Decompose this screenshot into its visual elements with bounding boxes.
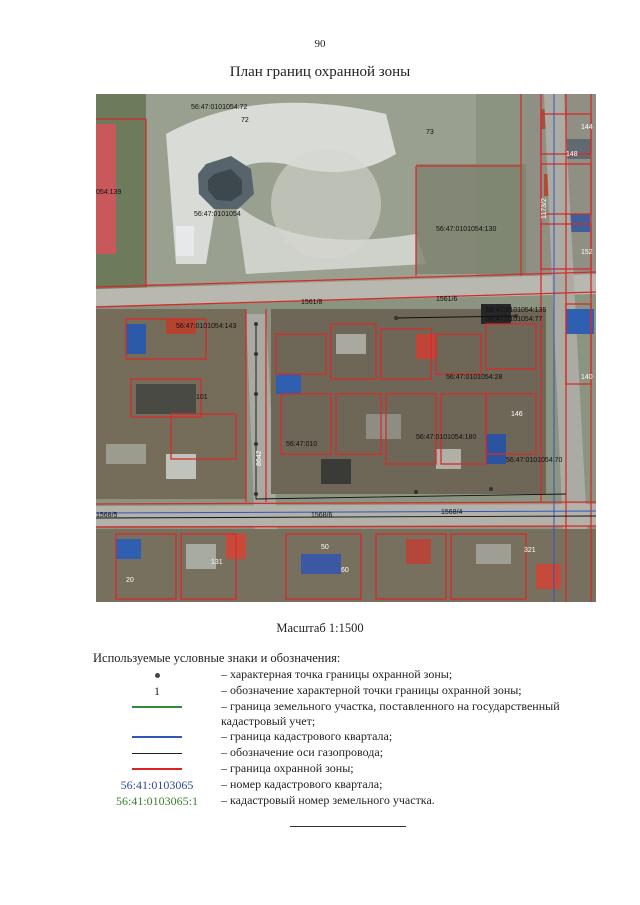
- quarter-number-symbol: 56:41:0103065: [120, 777, 194, 792]
- map-label: 1568/4: [441, 509, 463, 516]
- map-label: 1568/6: [311, 512, 333, 519]
- footer-divider: [290, 826, 406, 827]
- map-label: 56:47:0101054:143: [176, 323, 237, 330]
- legend: [93, 667, 603, 809]
- legend-item: [93, 761, 603, 777]
- boundary-point-dot-icon: [155, 673, 160, 678]
- map-label: 140: [581, 374, 593, 381]
- legend-description: – обозначение оси газопровода;: [221, 745, 384, 759]
- map-label: 054:139: [96, 189, 122, 196]
- map-title: План границ охранной зоны: [229, 64, 411, 80]
- map-label: 144: [581, 124, 593, 131]
- map-label: 56:47:0101054:70: [506, 457, 563, 464]
- green-line-icon: [132, 706, 182, 708]
- legend-description: – обозначение характерной точки границы охранной зоны;: [221, 683, 522, 697]
- map-label: 56:47:0101054: [194, 211, 241, 218]
- map-label: 56:47:0101054:135: [486, 307, 547, 314]
- map-label: 148: [566, 151, 578, 158]
- map-label: 60: [341, 567, 349, 574]
- map-label: 152: [581, 249, 593, 256]
- legend-description: – характерная точка границы охранной зоны;: [221, 667, 453, 681]
- legend-description: – номер кадастрового квартала;: [221, 777, 383, 791]
- map-label: 56:47:0101054:180: [416, 434, 477, 441]
- map-label: 131: [211, 559, 223, 566]
- legend-item: [93, 699, 603, 729]
- map-label: 1173/2: [541, 198, 548, 219]
- legend-item: [93, 729, 603, 745]
- map-label: 101: [196, 394, 208, 401]
- map-scale: Масштаб 1:1500: [276, 621, 364, 635]
- map-label: 56:47:0101054:130: [436, 226, 497, 233]
- legend-description: – граница земельного участка, поставленного на государственный кадастровый учет;: [221, 699, 560, 728]
- red-line-icon: [132, 768, 182, 770]
- map-label: 1561/8: [301, 299, 323, 306]
- map-label: 20: [126, 577, 134, 584]
- map-label: 56:47:0101054:77: [486, 316, 543, 323]
- blue-line-icon: [132, 736, 182, 738]
- parcel-number-symbol: 56:41:0103065:1: [115, 793, 198, 808]
- map-label: 8642: [256, 450, 263, 466]
- legend-item: [93, 793, 603, 809]
- point-number-symbol: 1: [154, 683, 160, 698]
- map-label: 50: [321, 544, 329, 551]
- legend-description: – граница охранной зоны;: [221, 761, 354, 775]
- map-label: 72: [241, 117, 249, 124]
- legend-item: [93, 683, 603, 699]
- map-canvas: [96, 94, 596, 602]
- map-label: 1561/6: [436, 296, 458, 303]
- map-label: 56:47:010: [286, 441, 318, 448]
- satellite-map: [96, 94, 596, 602]
- legend-item: [93, 777, 603, 793]
- legend-description: – граница кадастрового квартала;: [221, 729, 393, 743]
- black-line-icon: [132, 753, 182, 754]
- map-label: 146: [511, 411, 523, 418]
- map-label: 56:47:0101054:28: [446, 374, 503, 381]
- legend-item: [93, 667, 603, 683]
- map-label: 1568/5: [96, 512, 118, 519]
- legend-item: [93, 745, 603, 761]
- legend-description: – кадастровый номер земельного участка.: [221, 793, 435, 807]
- map-label: 321: [524, 547, 536, 554]
- map-label: 73: [426, 129, 434, 136]
- page-number: 90: [314, 38, 326, 50]
- map-label: 56:47:0101054:72: [191, 104, 248, 111]
- legend-title: Используемые условные знаки и обозначения:: [93, 651, 341, 665]
